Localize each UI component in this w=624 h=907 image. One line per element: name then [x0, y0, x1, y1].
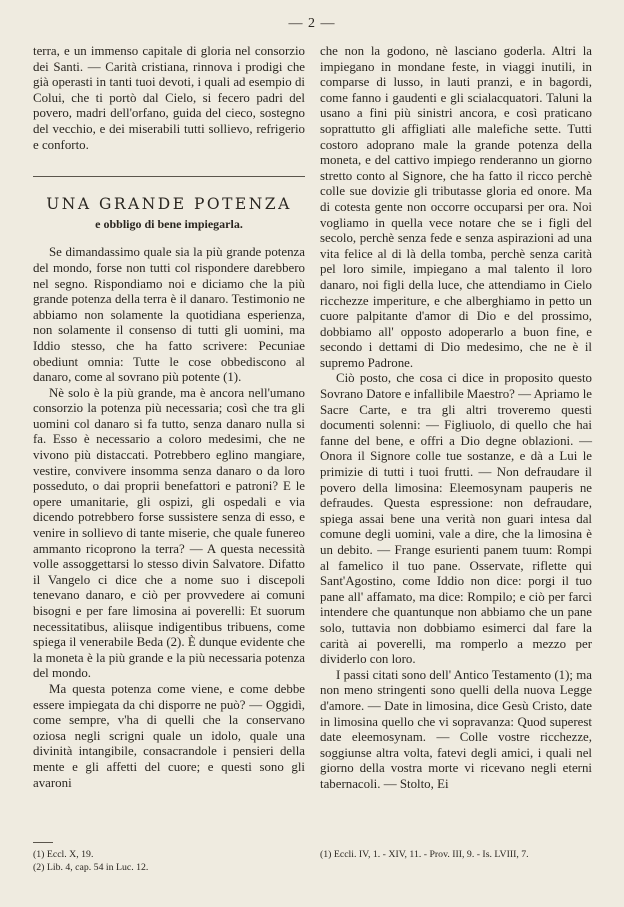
continuation-paragraph: terra, e un immenso capitale di gloria nel consorzio dei Santi. — Carità cristiana, rinnova i prodigi che già operasti in tanti tuoi devoti, i quali ad esempio di Colui, che ti portò dal Cielo, si fecero padri del povero, madri dell'orfano, guida del cieco, sostegno del vecchio, e dei miserabili tutti sollievo, refrigerio e conforto. [33, 44, 305, 152]
footnote: (1) Eccli. IV, 1. - XIV, 11. - Prov. III, 9. - Is. LVIII, 7. [320, 849, 529, 860]
body-paragraph: Nè solo è la più grande, ma è ancora nell'umano consorzio la potenza più necessaria; così che tra gli uomini col danaro si fa tutto, senza danaro nulla si fa. Esso è necessario a coloro medesimi, che ne vivono più distaccati. Potrebbero eglino mangiare, vestire, convivere insomma senza danaro o da loro posseduto, o dai proprii benefattori e patroni? E le opere umanitarie, gli ospizi, gli ospedali e via dicendo potrebbero forse sussistere senza di esso, e venire in sollievo di tante miserie, che quale funereo ammanto ricoprono la terra? — A questa necessità volle assoggettarsi lo stesso divin Salvatore. Difatto il Vangelo ci dice che a nome suo i discepoli tenevano danaro, e ciò per provvedere ai comuni bisogni e per fare limosina ai poverelli: Et suorum necessitatibus, aliisque indigentibus tribuens, come spiega il venerabile Beda (2). È dunque evidente che la moneta è la più grande e la più necessaria potenza del mondo. [33, 385, 305, 681]
section-divider [33, 176, 305, 177]
footnotes-right [320, 848, 592, 861]
left-column [33, 44, 305, 791]
body-paragraph: I passi citati sono dell' Antico Testamento (1); ma non meno stringenti sono quelli della nuova Legge d'amore. — Date in limosina, dice Gesù Cristo, date in limosina quello che vi sopravanza: Quod superest date eleemosynam. — Colle vostre ricchezze, soggiunse altra volta, fatevi degli amici, i quali nel giorno della vostra morte vi ricevano negli eterni tabernacoli. — Stolto, Ei [320, 667, 592, 791]
body-paragraph: Se dimandassimo quale sia la più grande potenza del mondo, forse non tutti col rispondere darebbero nel segno. Rispondiamo noi e diciamo che la più grande potenza della terra è il danaro. Testimonio ne abbiamo non solamente la quotidiana esperienza, non solamente il consenso di tutti gli uomini, ma Iddio stesso, che ha fatto scrivere: Pecuniae obediunt omnia: Tutte le cose obbediscono al danaro, come al sovrano più potente (1). [33, 245, 305, 385]
footnote-divider [33, 842, 53, 843]
body-paragraph: che non la godono, nè lasciano goderla. Altri la impiegano in mondane feste, in viaggi inutili, in comparse di lusso, in lauti pranzi, e in bagordi, come fanno i gaudenti e gli scialacquatori. Taluni la usano a fini più sinistri ancora, e così praticano soprattutto gli affigliati alle malefiche sette. Tutti costoro adoprano male la grande potenza della moneta, e del cattivo impiego renderanno un giorno stretto conto al Signore, che ha fatto il ricco perchè colle sue dovizie gli tributasse gloria ed onore. Ma di cotesta gente non occorre occuparsi per ora. Noi vogliamo in quella vece notare che se i figli del secolo, perchè senza fede e senza aspirazioni ad una vita felice al di là della tomba, perchè senza carità pel loro simile, impiegano a mal talento il loro danaro, noi figli della luce, che attendiamo in Cielo ricchezze imperiture, e che alberghiamo in petto un cuore palpitante d'amor di Dio e del prossimo, dobbiamo all' opposto adoperarlo a buon fine, e secondo i dettami di Dio medesimo, che ne è il supremo Padrone. [320, 44, 592, 370]
page-number: — 2 — [288, 16, 336, 31]
footnotes-left [33, 848, 305, 874]
article-subtitle: e obbligo di bene impiegarla. [95, 216, 243, 231]
body-paragraph: Ma questa potenza come viene, e come debbe essere impiegata da chi disporre ne può? — Oggidì, come sempre, v'ha di quelli che la conservano oziosa negli scrigni quale un idolo, quale una divinità intangibile, consacrandole i pensieri della mente e gli affetti del cuore; e questi sono gli avaroni [33, 681, 305, 790]
right-column [320, 44, 592, 793]
article-title: UNA GRANDE POTENZA [46, 195, 292, 214]
body-paragraph: Ciò posto, che cosa ci dice in proposito questo Sovrano Datore e infallibile Maestro? — Apriamo le Sacre Carte, e tra gli altri troveremo questi documenti solenni: — Figliuolo, di quello che hai fanne del bene, e offri a Dio degne oblazioni. — Onora il Signore colle tue sostanze, e dà a Lui le primizie di tutti i tuoi frutti. — Non defraudare il povero della limosina: Eleemosynam pauperis ne defraudes. Questa espressione: non defraudare, spiega assai bene una verità non guari intesa dal comune degli uomini, vale a dire, che la limosina è un debito. — Frange esurienti panem tuum: Rompi al famelico il tuo pane. Osservate, riflette qui Sant'Agostino, come Iddio non dice: porgi il tuo pane all' affamato, ma dice: Rompilo; e ciò per farci intendere che quantunque non abbiamo che un pane solo, tuttavia non dobbiamo esimerci dal fare la carità ai poverelli, ma romperlo a mezzo per dividerlo con loro. [320, 371, 592, 667]
footnote: (2) Lib. 4, cap. 54 in Luc. 12. [33, 862, 149, 873]
footnote: (1) Eccl. X, 19. [33, 849, 94, 860]
